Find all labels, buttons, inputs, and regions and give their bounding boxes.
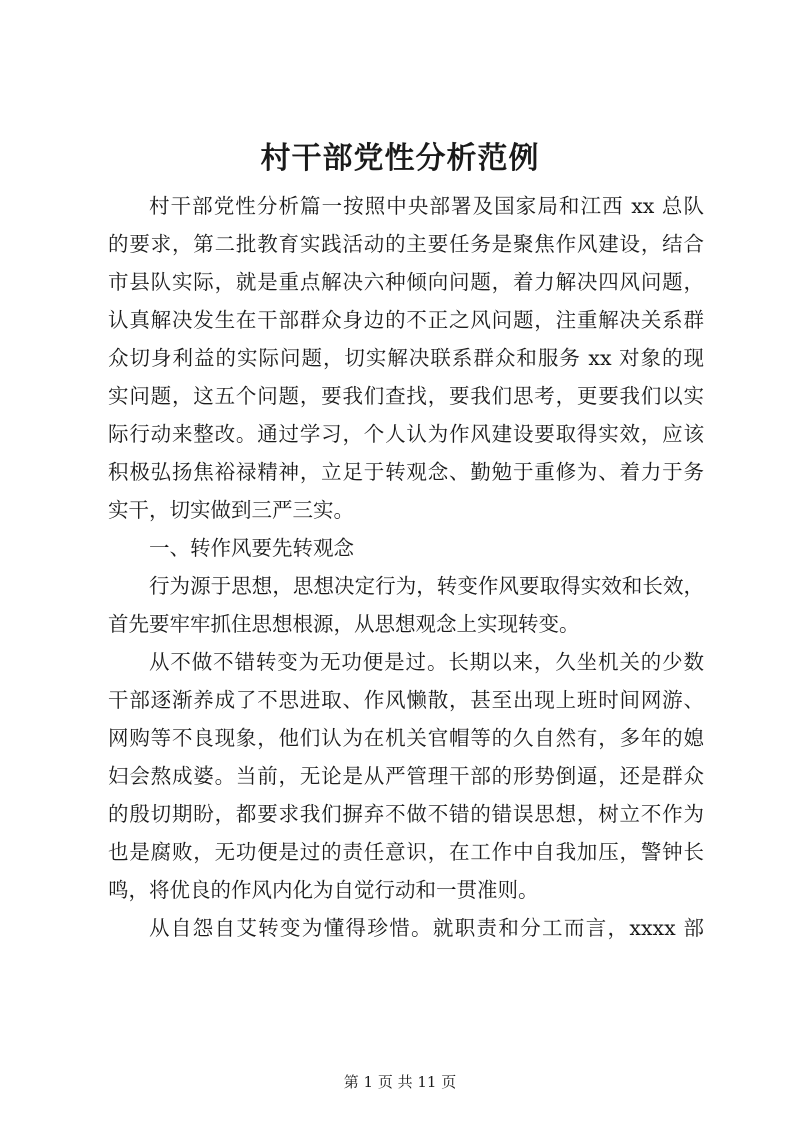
text-line: 认真解决发生在干部群众身边的不正之风问题，注重解决关系群 [108, 308, 704, 332]
text-line: 实干，切实做到三严三实。 [108, 498, 354, 522]
text-line: 首先要牢牢抓住思想根源，从思想观念上实现转变。 [108, 612, 580, 636]
text-line: 际行动来整改。通过学习，个人认为作风建设要取得实效，应该 [108, 422, 704, 446]
text-line: 实问题，这五个问题，要我们查找，要我们思考，更要我们以实 [108, 384, 704, 408]
document-body [108, 187, 704, 947]
text-line: 市县队实际，就是重点解决六种倾向问题，着力解决四风问题， [108, 270, 704, 294]
text-line: 从自怨自艾转变为懂得珍惜。就职责和分工而言，xxxx 部 [149, 916, 704, 940]
page-footer: 第 1 页 共 11 页 [343, 1073, 457, 1091]
text-line: 众切身利益的实际问题，切实解决联系群众和服务 xx 对象的现 [108, 346, 704, 370]
text-line: 的要求，第二批教育实践活动的主要任务是聚焦作风建设，结合 [108, 232, 704, 256]
text-line: 行为源于思想，思想决定行为，转变作风要取得实效和长效， [149, 574, 704, 598]
document-title: 村干部党性分析范例 [260, 141, 540, 176]
section-heading: 一、转作风要先转观念 [149, 536, 354, 560]
text-line: 妇会熬成婆。当前，无论是从严管理干部的形势倒逼，还是群众 [108, 764, 704, 788]
text-line: 积极弘扬焦裕禄精神，立足于转观念、勤勉于重修为、着力于务 [108, 460, 704, 484]
text-line: 的殷切期盼，都要求我们摒弃不做不错的错误思想，树立不作为 [108, 802, 704, 826]
text-line: 村干部党性分析篇一按照中央部署及国家局和江西 xx 总队 [149, 194, 704, 218]
text-line: 也是腐败，无功便是过的责任意识，在工作中自我加压，警钟长 [108, 840, 704, 864]
text-line: 网购等不良现象，他们认为在机关官帽等的久自然有，多年的媳 [108, 726, 704, 750]
text-line: 从不做不错转变为无功便是过。长期以来，久坐机关的少数 [149, 650, 704, 674]
text-line: 干部逐渐养成了不思进取、作风懒散，甚至出现上班时间网游、 [108, 688, 704, 712]
text-line: 鸣，将优良的作风内化为自觉行动和一贯准则。 [108, 878, 539, 902]
